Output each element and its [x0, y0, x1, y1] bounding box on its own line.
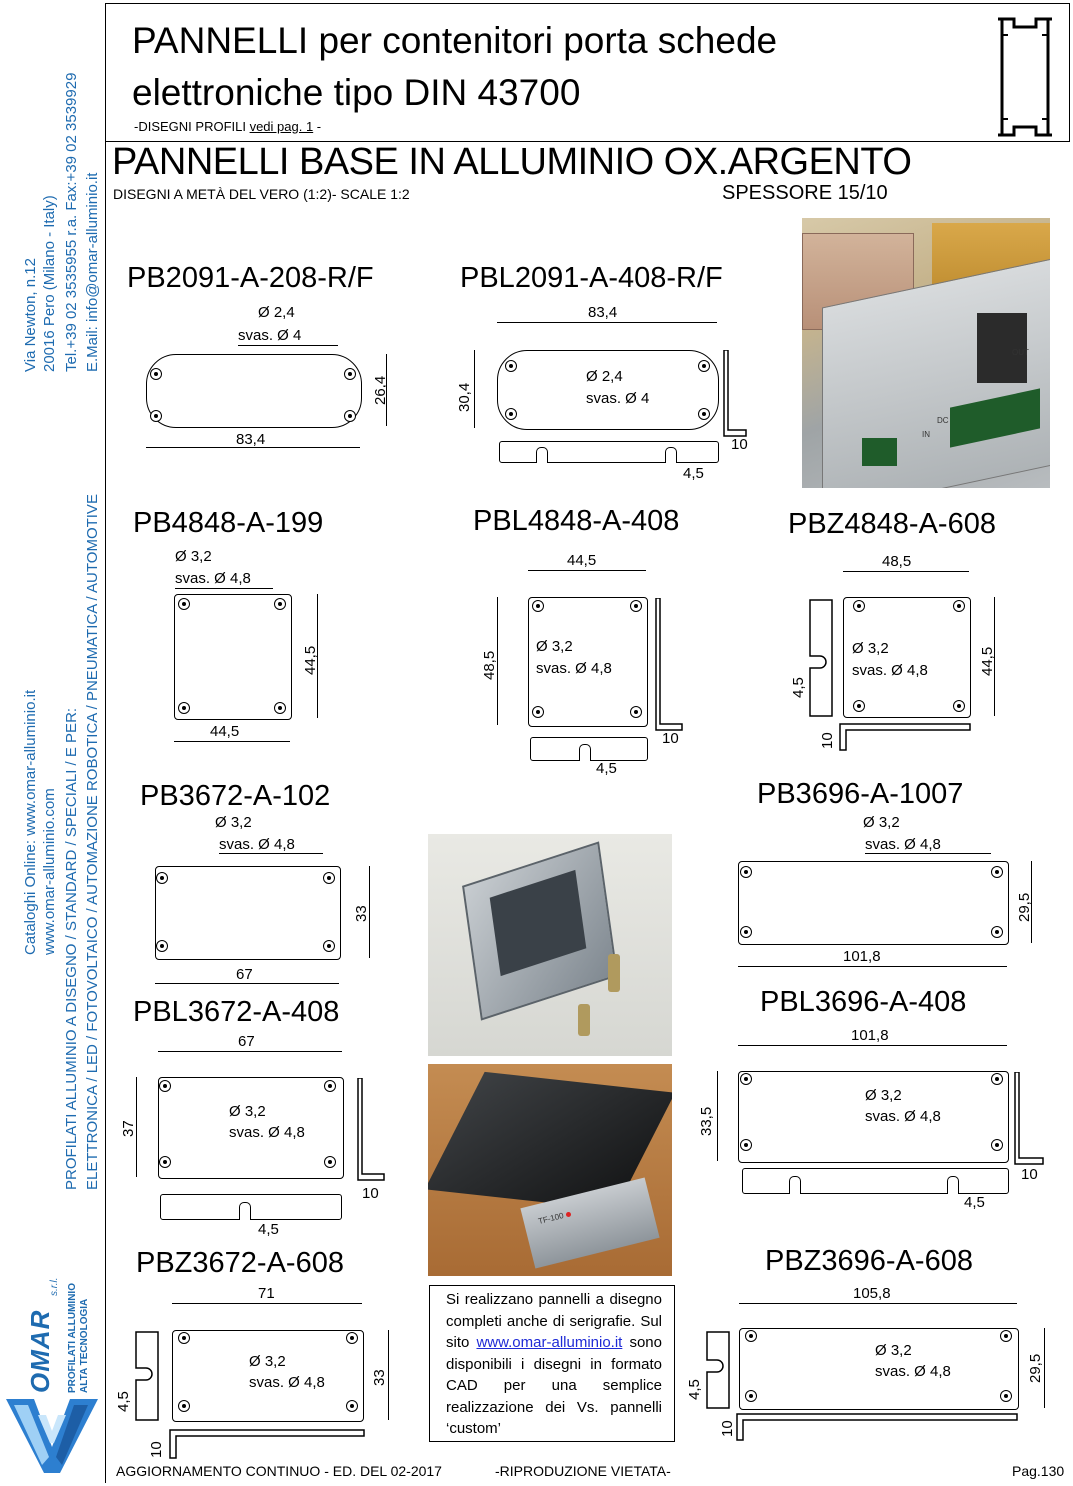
section-heading: PANNELLI BASE IN ALLUMINIO OX.ARGENTO [112, 141, 912, 183]
flange-dimension: 10 [1021, 1166, 1038, 1183]
flange-dimension: 10 [662, 730, 679, 747]
mounting-hole [1000, 1390, 1012, 1402]
logo-tagline-2: ALTA TECNOLOGIA [79, 1298, 90, 1393]
slot-dimension: 4,5 [964, 1194, 985, 1211]
slot [947, 1176, 959, 1194]
hole-diameter: Ø 3,2 [865, 1087, 902, 1104]
height-dimension: 30,4 [456, 382, 473, 412]
mounting-hole [532, 706, 544, 718]
info-text-post: sono disponibili i disegni in formato CAD per una semplice realizzazione dei Vs. pannelli ‘custom’ [446, 1334, 662, 1437]
dimension-line [738, 966, 1007, 967]
mounting-hole [156, 940, 168, 952]
page-number: Pag.130 [1012, 1463, 1065, 1479]
hole-diameter: Ø 2,4 [258, 304, 295, 321]
panel-outline [738, 861, 1009, 945]
address-line-2: 20016 Pero (Milano - Italy) [41, 195, 58, 372]
flange-dimension: 10 [362, 1185, 379, 1202]
slot [579, 744, 591, 761]
mounting-hole [156, 872, 168, 884]
width-dimension: 44,5 [210, 723, 240, 740]
page-title-line-1: PANNELLI per contenitori porta schede [132, 20, 778, 61]
photo-label-out: OUT [1012, 348, 1029, 357]
height-dimension: 44,5 [979, 646, 996, 676]
dimension-line [1044, 1328, 1045, 1408]
countersink-diameter: svas. Ø 4,8 [865, 836, 941, 853]
width-dimension: 67 [238, 1033, 255, 1050]
countersink-diameter: svas. Ø 4,8 [536, 660, 612, 677]
mounting-hole [159, 1080, 171, 1092]
dimension-line [174, 741, 290, 742]
mounting-hole [991, 866, 1003, 878]
mounting-hole [698, 360, 710, 372]
slot-dimension: 4,5 [686, 1379, 703, 1400]
flange-section [722, 350, 752, 440]
flange-section [654, 598, 686, 738]
hole-diameter: Ø 3,2 [249, 1353, 286, 1370]
slot-dimension: 4,5 [115, 1391, 132, 1412]
slot-dimension: 4,5 [683, 465, 704, 482]
logo-srl: s.r.l. [49, 1277, 60, 1296]
mounting-hole [953, 600, 965, 612]
mounting-hole [991, 1139, 1003, 1151]
panel-bottom-view [499, 441, 719, 463]
width-dimension: 83,4 [588, 304, 618, 321]
mounting-hole [1000, 1330, 1012, 1342]
enclosure-photo-black [428, 1064, 672, 1276]
mounting-hole [324, 1156, 336, 1168]
mounting-hole [323, 872, 335, 884]
height-dimension: 29,5 [1027, 1353, 1044, 1383]
countersink-diameter: svas. Ø 4,8 [249, 1374, 325, 1391]
width-dimension: 48,5 [882, 553, 912, 570]
width-dimension: 101,8 [851, 1027, 889, 1044]
mounting-hole [853, 700, 865, 712]
width-dimension: 105,8 [853, 1285, 891, 1302]
mounting-hole [745, 1390, 757, 1402]
panel-outline [155, 866, 341, 960]
mounting-hole [346, 1332, 358, 1344]
z-profile-side [132, 1330, 162, 1422]
info-text [446, 1289, 662, 1440]
part-name: PBL3696-A-408 [760, 986, 967, 1018]
dimension-line [528, 570, 646, 571]
mounting-hole [178, 702, 190, 714]
panel-outline [146, 354, 362, 428]
flange-dimension: 10 [819, 732, 836, 749]
dimension-line [739, 1303, 1017, 1304]
hole-diameter: Ø 3,2 [536, 638, 573, 655]
thickness-note: SPESSORE 15/10 [722, 182, 888, 204]
dimension-line [843, 571, 969, 572]
dimension-line [172, 1303, 362, 1304]
leader-line [238, 345, 338, 346]
dimension-line [738, 1045, 1007, 1046]
hole-diameter: Ø 3,2 [215, 814, 252, 831]
countersink-diameter: svas. Ø 4,8 [875, 1363, 951, 1380]
countersink-diameter: svas. Ø 4,8 [865, 1108, 941, 1125]
slot [536, 447, 548, 463]
footer-update: AGGIORNAMENTO CONTINUO - ED. DEL 02-2017 [116, 1463, 442, 1479]
width-dimension: 83,4 [236, 431, 266, 448]
flange-section [168, 1428, 368, 1460]
photo-connector [862, 438, 897, 466]
z-profile-side [703, 1330, 733, 1410]
slot-dimension: 4,5 [790, 677, 807, 698]
part-name: PBL4848-A-408 [473, 505, 680, 537]
enclosure-photo-front-panel [802, 218, 1050, 488]
flange-section [1013, 1072, 1047, 1172]
info-text-pre: Si realizzano pannelli a disegno completi anche di serigrafie. Sul sito [446, 1291, 662, 1351]
enclosure-photo-tilted [428, 834, 672, 1056]
mounting-hole [346, 1400, 358, 1412]
hole-diameter: Ø 3,2 [229, 1103, 266, 1120]
slot [789, 1176, 801, 1194]
height-dimension: 48,5 [481, 650, 498, 680]
mounting-hole [323, 940, 335, 952]
profiles-reference-link[interactable]: vedi pag. 1 [249, 119, 314, 134]
hole-diameter: Ø 3,2 [875, 1342, 912, 1359]
email[interactable]: E.Mail: info@omar-alluminio.it [84, 172, 101, 372]
panel-outline [843, 597, 971, 718]
part-name: PB3672-A-102 [140, 780, 331, 812]
mounting-hole [953, 700, 965, 712]
height-dimension: 26,4 [372, 375, 389, 405]
photo-label-dc: DC [937, 416, 949, 425]
slot-dimension: 4,5 [258, 1221, 279, 1238]
flange-dimension: 10 [719, 1420, 736, 1437]
mounting-hole [324, 1080, 336, 1092]
part-name: PB4848-A-199 [133, 507, 324, 539]
mounting-hole [740, 866, 752, 878]
logo-name: OMAR [25, 1309, 55, 1393]
dimension-line [155, 983, 339, 984]
part-name: PBZ4848-A-608 [788, 508, 996, 540]
footer-rights: -RIPRODUZIONE VIETATA- [495, 1463, 671, 1479]
part-name: PBL2091-A-408-R/F [460, 262, 723, 294]
flange-dimension: 10 [731, 436, 748, 453]
photo-led [566, 1212, 571, 1217]
scale-note: DISEGNI A METÀ DEL VERO (1:2)- SCALE 1:2 [113, 186, 410, 202]
mounting-hole [178, 1332, 190, 1344]
mounting-hole [698, 408, 710, 420]
mounting-hole [740, 1139, 752, 1151]
mounting-hole [344, 368, 356, 380]
logo-tagline-1: PROFILATI ALLUMINIO [67, 1283, 78, 1393]
width-dimension: 71 [258, 1285, 275, 1302]
phone-fax: Tel.+39 02 3535955 r.a. Fax:+39 02 3539929 [63, 72, 80, 372]
mounting-hole [532, 600, 544, 612]
mounting-hole [150, 410, 162, 422]
countersink-diameter: svas. Ø 4,8 [852, 662, 928, 679]
countersink-diameter: svas. Ø 4,8 [175, 570, 251, 587]
din-profile-icon [994, 15, 1056, 139]
mounting-hole [344, 410, 356, 422]
sidebar [0, 0, 105, 1486]
countersink-diameter: svas. Ø 4 [238, 327, 302, 344]
online-catalog[interactable]: Cataloghi Online: www.omar-alluminio.it [22, 689, 39, 955]
dimension-line [158, 1051, 342, 1052]
profiles-reference-post: - [313, 119, 322, 134]
flange-dimension: 10 [148, 1441, 165, 1458]
mounting-hole [740, 926, 752, 938]
address-line-1: Via Newton, n.12 [22, 258, 39, 372]
height-dimension: 33 [371, 1369, 388, 1386]
mounting-hole [150, 368, 162, 380]
mounting-hole [178, 1400, 190, 1412]
mounting-hole [853, 600, 865, 612]
slot [239, 1202, 251, 1220]
z-profile-side [806, 598, 836, 718]
flange-section [356, 1078, 388, 1188]
info-website-link[interactable]: www.omar-alluminio.it [476, 1334, 623, 1351]
hole-diameter: Ø 3,2 [175, 548, 212, 565]
dimension-line [388, 1330, 389, 1420]
panel-bottom-view [742, 1168, 1009, 1194]
flange-section [838, 722, 973, 752]
mounting-hole [745, 1330, 757, 1342]
photo-standoff [608, 954, 620, 992]
countersink-diameter: svas. Ø 4 [586, 390, 650, 407]
dimension-line [474, 350, 475, 428]
panel-bottom-view [160, 1194, 342, 1220]
leader-line [175, 588, 273, 589]
mounting-hole [274, 598, 286, 610]
part-name: PBL3672-A-408 [133, 996, 340, 1028]
mounting-hole [178, 598, 190, 610]
profiles-reference [134, 119, 321, 134]
width-dimension: 101,8 [843, 948, 881, 965]
logo-v-icon [4, 1395, 102, 1475]
height-dimension: 33 [353, 905, 370, 922]
panel-outline [174, 594, 292, 720]
leader-line [219, 853, 323, 854]
sectors-line-2: ELETTRONICA / LED / FOTOVOLTAICO / AUTOMAZIONE ROBOTICA / PNEUMATICA / AUTOMOTIVE [84, 494, 101, 1190]
hole-diameter: Ø 3,2 [852, 640, 889, 657]
photo-label-in: IN [922, 430, 930, 439]
part-name: PB3696-A-1007 [757, 778, 964, 810]
hole-diameter: Ø 3,2 [863, 814, 900, 831]
width-dimension: 44,5 [567, 552, 597, 569]
photo-box-label: TF-100 [537, 1211, 565, 1226]
mounting-hole [630, 600, 642, 612]
dimension-line [717, 1071, 718, 1161]
mounting-hole [159, 1156, 171, 1168]
hole-diameter: Ø 2,4 [586, 368, 623, 385]
profiles-reference-pre: -DISEGNI PROFILI [134, 119, 250, 134]
slot-dimension: 4,5 [596, 760, 617, 777]
part-name: PB2091-A-208-R/F [127, 262, 374, 294]
height-dimension: 29,5 [1016, 892, 1033, 922]
mounting-hole [740, 1073, 752, 1085]
mounting-hole [505, 360, 517, 372]
part-name: PBZ3696-A-608 [765, 1245, 973, 1277]
mounting-hole [274, 702, 286, 714]
page-title-line-2: elettroniche tipo DIN 43700 [132, 72, 581, 113]
slot [665, 447, 677, 463]
height-dimension: 44,5 [302, 645, 319, 675]
width-dimension: 67 [236, 966, 253, 983]
sectors-line-1: PROFILATI ALLUMINIO A DISEGNO / STANDARD / SPECIALI / E PER: [63, 707, 80, 1190]
mounting-hole [505, 408, 517, 420]
mounting-hole [630, 706, 642, 718]
part-name: PBZ3672-A-608 [136, 1247, 344, 1279]
website[interactable]: www.omar-alluminio.com [41, 788, 58, 955]
dimension-line [497, 322, 717, 323]
photo-standoff [578, 1004, 590, 1036]
height-dimension: 37 [120, 1120, 137, 1137]
height-dimension: 33,5 [698, 1106, 715, 1136]
countersink-diameter: svas. Ø 4,8 [219, 836, 295, 853]
leader-line [865, 853, 991, 854]
flange-section [735, 1412, 1020, 1442]
countersink-diameter: svas. Ø 4,8 [229, 1124, 305, 1141]
mounting-hole [991, 926, 1003, 938]
mounting-hole [991, 1073, 1003, 1085]
